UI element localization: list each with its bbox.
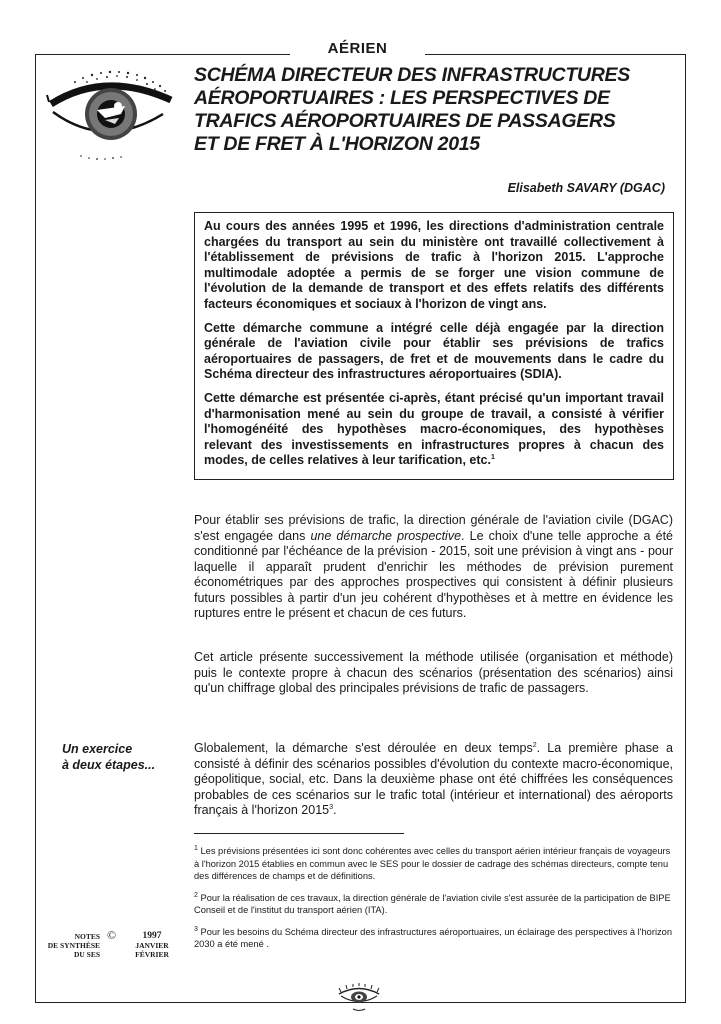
footnote-text: Les prévisions présentées ici sont donc cohérentes avec celles du transport aérien intérieur français de voyageurs à l'horizon 2015 établies en commun avec le SES pour le dossier de cadrage des schémas directeurs, compte tenu des différences de champs et de définitions. <box>194 846 671 881</box>
publication-line: DU SES <box>73 950 100 959</box>
abstract-paragraph: Au cours des années 1995 et 1996, les directions d'administration centrale chargées du transport au sein du ministère ont travaillé collectivement à l'établissement de prévisions de trafic à l'horizon 2015. L'approche multimodale adoptée a permis de se forger une vision commune de l'évolution de la demande de transport et des effets relatifs des différents facteurs économiques et sociaux à l'horizon de vingt ans. <box>204 219 664 311</box>
publication-month: FÉVRIER <box>135 950 169 959</box>
article-title <box>194 64 674 156</box>
body-text: . <box>333 803 337 817</box>
body-text: . Le choix d'une telle approche a été conditionné par l'échéance de la prévision - 2015, soit une prévision à vingt ans - pour laquelle il apparaît prudent d'enrichir les méthodes de prévision purement économétriques par des approches prospectives qui consistent à définir plusieurs futurs possibles à partir d'un jeu cohérent d'hypothèses et à mettre en évidence les ruptures entre le présent et chacun de ces futurs. <box>194 528 674 620</box>
side-note-line: Un exercice <box>62 742 133 756</box>
footnote-ref[interactable]: 1 <box>490 454 495 462</box>
footnote <box>194 892 675 917</box>
title-line: SCHÉMA DIRECTEUR DES INFRASTRUCTURES <box>194 64 630 86</box>
side-note <box>62 741 182 773</box>
body-paragraph-3 <box>194 741 673 819</box>
body-text: Globalement, la démarche s'est déroulée en deux temps <box>194 741 533 755</box>
abstract-box <box>194 212 674 480</box>
copyright-symbol: © <box>107 928 117 942</box>
body-paragraph-2 <box>194 650 673 697</box>
footnote-number: 2 <box>194 891 198 899</box>
side-note-line: à deux étapes... <box>62 758 156 772</box>
footnote-ref[interactable]: 3 <box>329 803 334 811</box>
footnote-text: Pour la réalisation de ces travaux, la direction générale de l'aviation civile s'est assurée de la participation de BIPE Conseil et de l'institut du transport aérien (ITA). <box>194 892 671 915</box>
title-line: TRAFICS AÉROPORTUAIRES DE PASSAGERS <box>194 110 616 132</box>
footnotes <box>194 845 675 960</box>
footnote <box>194 845 675 883</box>
title-line: AÉROPORTUAIRES : LES PERSPECTIVES DE <box>194 87 610 109</box>
publication-month: JANVIER <box>135 941 169 950</box>
abstract-text: Cette démarche est présentée ci-après, étant précisé qu'un important travail d'harmonisation mené au sein du groupe de travail, a consisté à vérifier l'homogénéité des hypothèses macro-économiques, des hypothèses relevant des investissements en infrastructures propres à chacun des modes, de celles relatives à leur tarification, etc. <box>204 390 664 468</box>
author: Elisabeth SAVARY (DGAC) <box>507 181 665 195</box>
title-line: ET DE FRET À L'HORIZON 2015 <box>194 133 480 155</box>
footnote-ref[interactable]: 2 <box>532 741 537 749</box>
publication-line: DE SYNTHÈSE <box>47 941 100 950</box>
body-text: . La première phase a consisté à définir des scénarios possibles d'évolution du contexte macro-économique, géopolitique, social, etc. Dans la deuxième phase ont été chiffrées les conséquences probables de ces scénarios sur le trafic total (intérieur et international) des aéroports français à l'horizon 2015 <box>194 741 673 817</box>
abstract-paragraph: Cette démarche commune a intégré celle déjà engagée par la direction générale de l'aviation civile pour établir ses prévisions de trafics aéroportuaires de passagers, de fret et de mouvements dans le cadre du Schéma directeur des infrastructures aéroportuaires (SDIA). <box>204 320 664 382</box>
publication-year: 1997 <box>142 931 162 941</box>
footnote-number: 3 <box>194 925 198 933</box>
footnote-number: 1 <box>194 844 198 852</box>
body-paragraph-1 <box>194 513 673 622</box>
footnote-text: Pour les besoins du Schéma directeur des infrastructures aéroportuaires, un éclairage des perspectives à l'horizon 2030 a été mené . <box>194 926 673 949</box>
body-text: Cet article présente successivement la méthode utilisée (organisation et méthode) puis le contexte propre à chacun des scénarios (présentation des scénarios) ainsi qu'un chiffrage global des principales prévisions de trafic de passagers. <box>194 650 673 695</box>
publication-date <box>127 932 177 959</box>
section-label: AÉRIEN <box>290 40 425 62</box>
body-text: Pour établir ses prévisions de trafic, la direction générale de l'aviation civile (DGAC) s'est engagée dans <box>194 513 673 543</box>
footnote <box>194 926 675 951</box>
footnote-divider <box>194 833 404 834</box>
publication-line: NOTES <box>74 932 100 941</box>
eye-logo-icon <box>45 64 177 164</box>
eye-footer-icon <box>337 983 381 1013</box>
publication-name <box>45 932 100 959</box>
body-emphasis: une démarche prospective <box>310 528 462 543</box>
abstract-paragraph <box>204 391 664 469</box>
